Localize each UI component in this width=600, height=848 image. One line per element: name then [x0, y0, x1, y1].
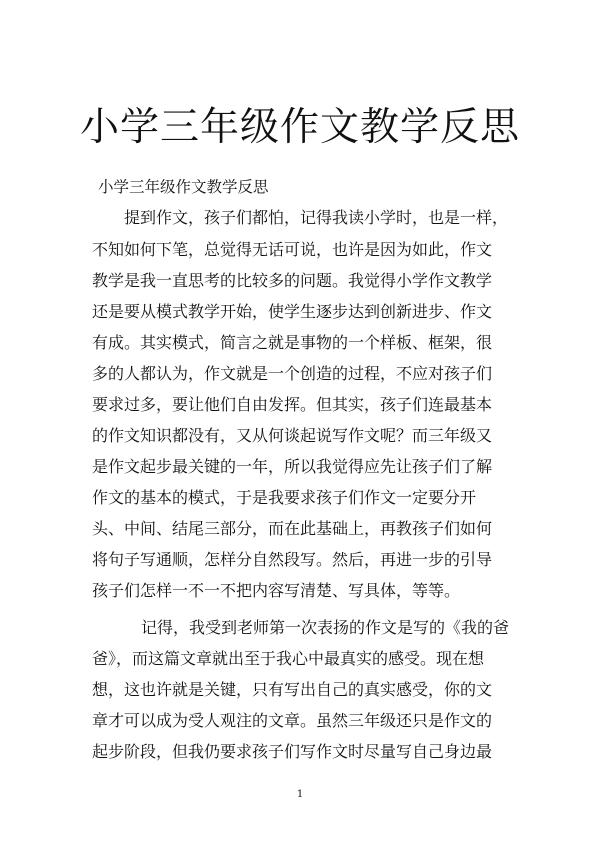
paragraph-line: 起步阶段，但我仍要求孩子们写作文时尽量写自己身边最	[92, 742, 493, 761]
paragraph-line: 孩子们怎样一不一不把内容写清楚、写具体，等等。	[92, 581, 461, 600]
document-title: 小学三年级作文教学反思	[79, 105, 520, 150]
paragraph-line: 想，这也许就是关键，只有写出自己的真实感受，你的文	[92, 680, 493, 699]
paragraph-line: 的作文知识都没有，又从何谈起说写作文呢？而三年级又	[92, 426, 493, 445]
paragraph-line: 还是要从模式教学开始，使学生逐步达到创新进步、作文	[92, 302, 493, 321]
paragraph-line: 章才可以成为受人观注的文章。虽然三年级还只是作文的	[92, 711, 493, 730]
paragraph-line: 有成。其实模式，简言之就是事物的一个样板、框架，很	[92, 333, 493, 352]
paragraph-line: 记得，我受到老师第一次表扬的作文是写的《我的爸	[141, 618, 510, 637]
paragraph-line: 爸》，而这篇文章就出至于我心中最真实的感受。现在想	[92, 649, 485, 668]
paragraph-line: 头、中间、结尾三部分，而在此基础上，再教孩子们如何	[92, 519, 493, 538]
document-subtitle: 小学三年级作文教学反思	[98, 178, 269, 196]
paragraph-line: 是作文起步最关键的一年，所以我觉得应先让孩子们了解	[92, 457, 493, 476]
paragraph-line: 将句子写通顺，怎样分自然段写。然后，再进一步的引导	[92, 550, 493, 569]
paragraph-line: 作文的基本的模式，于是我要求孩子们作文一定要分开	[92, 488, 477, 507]
page-number: 1	[296, 789, 304, 800]
paragraph-line: 教学是我一直思考的比较多的问题。我觉得小学作文教学	[92, 271, 493, 290]
paragraph-line: 不知如何下笔，总觉得无话可说，也许是因为如此，作文	[92, 240, 493, 259]
paragraph-line: 多的人都认为，作文就是一个创造的过程，不应对孩子们	[92, 364, 493, 383]
paragraph-line: 要求过多，要让他们自由发挥。但其实，孩子们连最基本	[92, 395, 493, 414]
paragraph-line: 提到作文，孩子们都怕，记得我读小学时，也是一样，	[124, 208, 509, 227]
